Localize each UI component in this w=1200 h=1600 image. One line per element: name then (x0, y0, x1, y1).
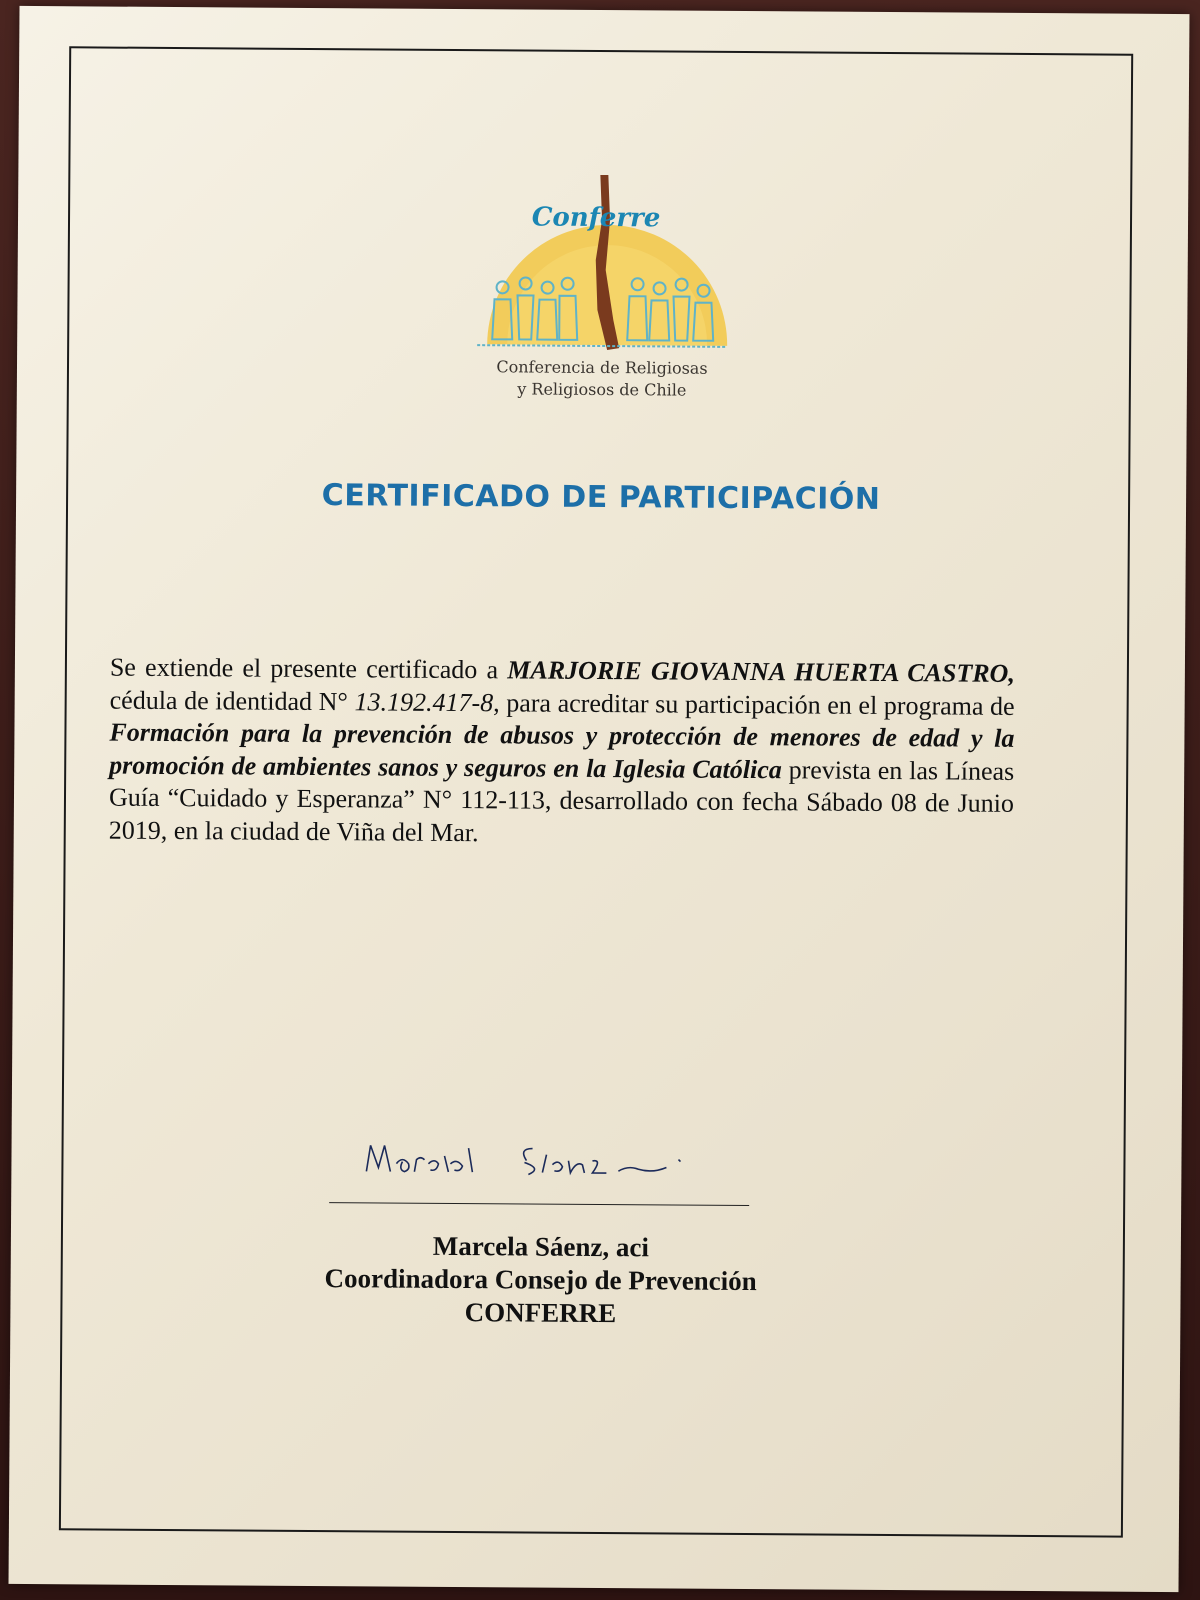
participant-name: MARJORIE GIOVANNA HUERTA CASTRO, (507, 655, 1016, 688)
certificate-paper (9, 6, 1190, 1592)
id-number: 13.192.417-8 (354, 686, 494, 717)
certificate-title: CERTIFICADO DE PARTICIPACIÓN (321, 478, 881, 517)
handwritten-signature (356, 1133, 736, 1186)
conferre-logo (467, 159, 739, 411)
body-intro: Se extiende el presente certificado a (109, 652, 508, 685)
program-name: Formación para la prevención de abusos y protección de menores de edad y la promoción de ambientes sanos y seguros en la Iglesia Católica (109, 717, 1015, 784)
certificate-body (109, 652, 1015, 853)
logo-subtitle-line2: y Religiosos de Chile (517, 379, 687, 400)
signer-role: Coordinadora Consejo de Prevención (324, 1263, 757, 1297)
logo-brand-text: Conferre (531, 202, 661, 234)
body-program-intro: , para acreditar su participación en el programa de (493, 687, 1015, 721)
logo-graphic (467, 159, 738, 361)
signer-name: Marcela Sáenz, aci (432, 1230, 650, 1263)
signer-organization: CONFERRE (464, 1297, 617, 1329)
body-closing: prevista en las Líneas Guía “Cuidado y Esperanza” N° 112-113, desarrollado con fecha Sábado 08 de Junio 2019, en la ciudad de Viña del Mar. (108, 754, 1015, 847)
body-id-label: cédula de identidad N° (109, 685, 355, 716)
logo-subtitle-line1: Conferencia de Religiosas (496, 357, 708, 378)
